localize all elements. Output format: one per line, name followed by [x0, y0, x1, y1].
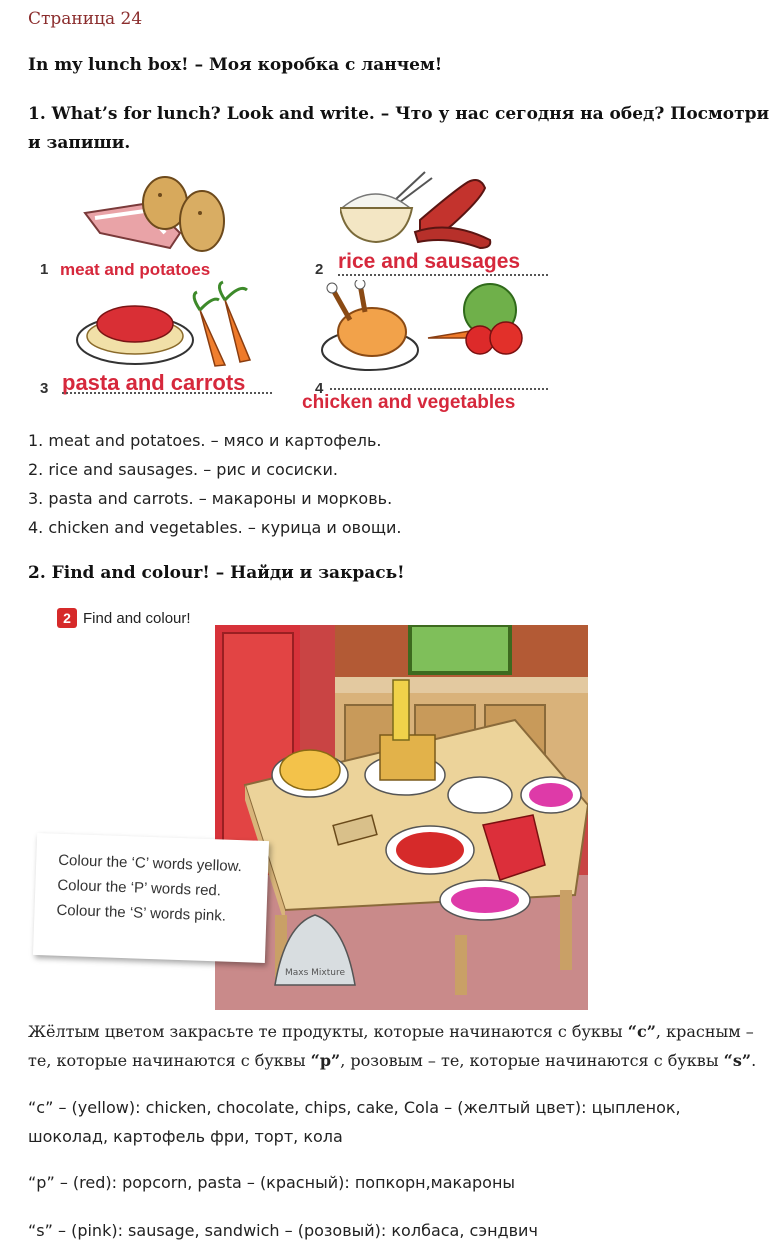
task1-answers — [28, 426, 401, 542]
answer-row: 2. rice and sausages. – рис и сосиски. — [28, 460, 338, 479]
answer-handwriting: pasta and carrots — [62, 370, 246, 395]
chicken-vegetables-picture — [320, 280, 540, 375]
note-line: Colour the ‘S’ words pink. — [56, 901, 227, 925]
answer-handwriting: chicken and vegetables — [302, 392, 516, 413]
answer-c-words: “c” – (yellow): chicken, chocolate, chips, cake, Cola – (желтый цвет): цыпленок, шоколад, картофель фри, торт, кола — [28, 1098, 681, 1146]
answer-row: 3. pasta and carrots. – макароны и морковь. — [28, 489, 393, 508]
item-number: 1 — [40, 261, 49, 278]
pasta-carrots-picture — [75, 280, 275, 370]
note-line: Colour the ‘P’ words red. — [57, 876, 222, 900]
instruction-note — [33, 833, 269, 963]
snack-bag-label: Maxs Mixture — [284, 968, 346, 978]
answer-handwriting: meat and potatoes — [60, 260, 211, 279]
rice-sausages-picture — [340, 170, 500, 250]
page-title: In my lunch box! – Моя коробка с ланчем! — [28, 55, 443, 75]
kitchen-table-picture — [215, 625, 588, 1010]
task2-workbook-image — [57, 605, 590, 1010]
task1-title: 1. What’s for lunch? Look and write. – Что у нас сегодня на обед? Посмотри и запиши. — [28, 104, 770, 153]
answer-line — [338, 274, 548, 276]
answer-line — [330, 388, 548, 390]
answer-row: 4. chicken and vegetables. – курица и овощи. — [28, 518, 402, 537]
answer-line — [62, 392, 272, 394]
answer-s-words: “s” – (pink): sausage, sandwich – (розовый): колбаса, сэндвич — [28, 1221, 538, 1240]
item-number: 2 — [315, 261, 324, 278]
task2-instruction-translation: Жёлтым цветом закрасьте те продукты, которые начинаются с буквы “c”, красным – те, которые начинаются с буквы “p”, розовым – те, которые начинаются с буквы “s”. — [28, 1022, 757, 1070]
exercise-title-text: Find and colour! — [83, 609, 191, 627]
page-number: Страница 24 — [28, 9, 143, 29]
book-exercise-title — [57, 608, 191, 628]
item-number: 4 — [315, 380, 324, 397]
meat-potatoes-picture — [80, 173, 230, 263]
item-number: 3 — [40, 380, 49, 397]
task2-title: 2. Find and colour! – Найди и закрась! — [28, 563, 405, 583]
exercise-number-badge: 2 — [57, 608, 77, 628]
answer-p-words: “p” – (red): popcorn, pasta – (красный): попкорн,макароны — [28, 1173, 516, 1192]
note-line: Colour the ‘C’ words yellow. — [57, 851, 243, 876]
task1-workbook-image — [30, 168, 550, 416]
answer-row: 1. meat and potatoes. – мясо и картофель. — [28, 431, 382, 450]
answer-handwriting: rice and sausages — [338, 250, 521, 273]
